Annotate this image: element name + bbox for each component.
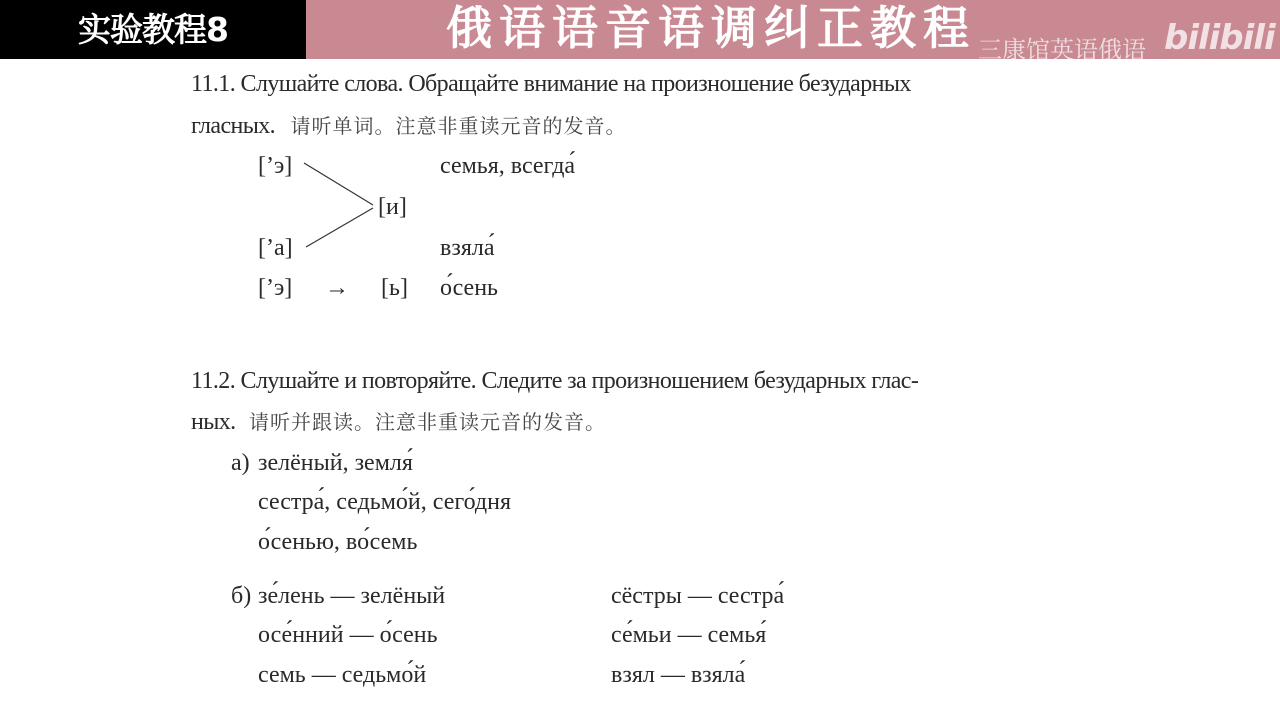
course-title: 俄语语音语调纠正教程 — [446, 1, 976, 55]
part-a-label: а) — [231, 450, 250, 476]
word-line: зелёный, земля́ — [258, 450, 413, 476]
word-pair: сёстры — сестра́ — [611, 583, 785, 609]
diagram-example: о́сень — [440, 275, 498, 301]
exercise-2-instruction-line2 — [191, 408, 606, 436]
diagram-example: взяла́ — [440, 235, 495, 261]
exercise-2-instruction — [191, 367, 918, 395]
arrow-right-icon: → — [325, 275, 349, 301]
part-b-label: б) — [231, 583, 252, 609]
exercise-1-instruction-zh: 请听单词。注意非重读元音的发音。 — [290, 114, 627, 138]
diagram-source: [’а] — [258, 235, 293, 261]
diagram-result: [и] — [378, 194, 407, 220]
diagram-source: [’э] — [258, 275, 293, 301]
exercise-2-instruction-line1: Слушайте и повторяйте. Следите за произношением безударных глас- — [240, 368, 919, 394]
word-line: о́сенью, во́семь — [258, 529, 418, 555]
exercise-1-instruction-line2 — [191, 112, 626, 140]
word-pair: семь — седьмо́й — [258, 662, 427, 688]
lesson-label: 实验教程8 — [0, 0, 306, 59]
video-header-banner — [0, 0, 1280, 64]
word-pair: се́мьи — семья́ — [611, 622, 767, 648]
exercise-1-instruction-ru: гласных. — [191, 113, 276, 139]
exercise-1-instruction — [191, 70, 911, 98]
exercise-1-instruction-line1: Слушайте слова. Обращайте внимание на произношение безударных — [240, 71, 911, 97]
diagram-result: [ь] — [381, 275, 408, 301]
exercise-2-instruction-zh: 请听并跟读。注意非重读元音的发音。 — [248, 410, 606, 434]
word-pair: взял — взяла́ — [611, 662, 746, 688]
diagram-source: [’э] — [258, 153, 293, 179]
diagram-example: семья, всегда́ — [440, 153, 576, 179]
word-pair: осе́нний — о́сень — [258, 622, 438, 648]
bilibili-logo-icon: bilibili — [1164, 18, 1275, 58]
word-pair: зе́лень — зелёный — [258, 583, 446, 609]
exercise-2-number: 11.2. — [191, 368, 236, 394]
course-title-bar — [306, 0, 1280, 64]
word-line: сестра́, седьмо́й, сего́дня — [258, 489, 511, 515]
exercise-1-number: 11.1. — [191, 71, 236, 97]
exercise-2-instruction-ru: ных. — [191, 409, 236, 435]
channel-watermark: 三康馆英语俄语 — [978, 36, 1146, 64]
